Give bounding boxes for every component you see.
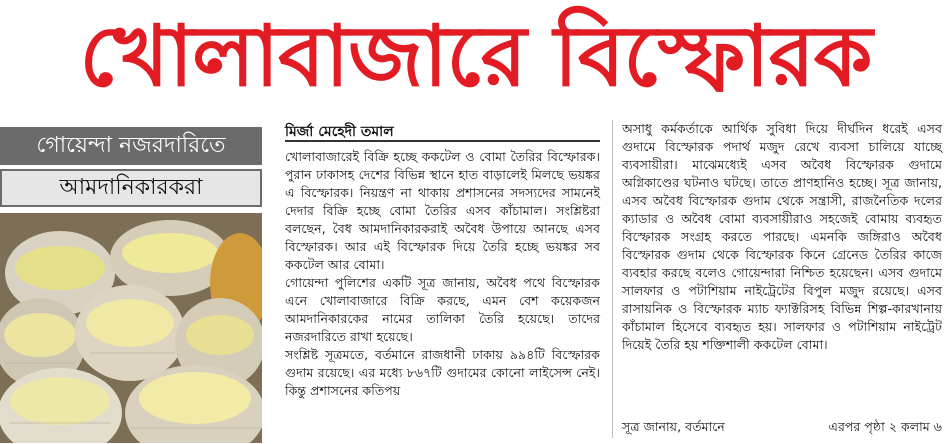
column-divider [612, 120, 613, 438]
headline: খোলাবাজারে বিস্ফোরক [79, 7, 872, 105]
byline: মির্জা মেহেদী তমাল [285, 124, 394, 140]
sidebar-column [0, 118, 270, 444]
article-column-1: খোলাবাজারেই বিক্রি হচ্ছে ককটেল ও বোমা তৈরির বিস্ফোরক। পুরান ঢাকাসহ দেশের বিভিন্ন স্থানে হাত বাড়ালেই মিলছে ভয়ঙ্কর এ বিস্ফোরক। নিয়ন্ত্রণ না থাকায় প্রশাসনের সদস্যদের সামনেই দেদার বিক্রি হচ্ছে বোমা তৈরির এসব কাঁচামাল। সংশ্লিষ্টরা বলছেন, বৈধ আমদানিকারকরাই অবৈধ উপায়ে আনছে এসব বিস্ফোরক। আর এই বিস্ফোরক দিয়ে তৈরি হচ্ছে ভয়ঙ্কর সব ককটেল আর বোমা। গোয়েন্দা পুলিশের একটি সূত্র জানায়, অবৈধ পথে বিস্ফোরক এনে খোলাবাজারে বিক্রি করছে, এমন বেশ কয়েকজন আমদানিকারকের নামের তালিকা তৈরি হয়েছে। তাদের নজরদারিতে রাখা হয়েছে। সংশ্লিষ্ট সূত্রমতে, বর্তমানে রাজধানী ঢাকায় ৯৯৪টি বিস্ফোরক গুদাম রয়েছে। এর মধ্যে ৮৬৭টি গুদামের কোনো লাইসেন্স নেই। কিন্তু প্রশাসনের কতিপয় [285, 149, 600, 398]
strap-line-2: আমদানিকারকরা [0, 169, 262, 207]
article-column-2: অসাধু কর্মকর্তাকে আর্থিক সুবিধা দিয়ে দীর্ঘদিন ধরেই এসব গুদামে বিস্ফোরক পদার্থ মজুদ রেখে ব্যবসা চালিয়ে যাচ্ছে ব্যবসায়ীরা। মাঝেমধ্যেই এসব অবৈধ বিস্ফোরক গুদামে অগ্নিকাণ্ডের ঘটনাও ঘটছে। তাতে প্রাণহানিও হচ্ছে। সূত্র জানায়, এসব অবৈধ বিস্ফোরক গুদাম থেকে সন্ত্রাসী, রাজনৈতিক দলের ক্যাডার ও অবৈধ বোমা ব্যবসায়ীরাও সহজেই বোমায় ব্যবহৃত বিস্ফোরক সংগ্রহ করতে পারছে। এমনকি জঙ্গিরাও অবৈধ বিস্ফোরক গুদাম থেকে বিস্ফোরক কিনে গ্রেনেড তৈরির কাজে ব্যবহার করছে বলেও গোয়েন্দারা নিশ্চিত হয়েছেন। এসব গুদামে সালফার ও পটাশিয়াম নাইট্রেটের বিপুল মজুদ রয়েছে। এসব রাসায়নিক ও বিস্ফোরক ম্যাচ ফ্যাক্টরিসহ বিভিন্ন শিল্প-কারখানায় কাঁচামাল হিসেবে ব্যবহৃত হয়। সালফার ও পটাশিয়াম নাইট্রেট দিয়েই তৈরি হয় শক্তিশালী ককটেল বোমা। [622, 121, 942, 352]
sacks-illustration [0, 213, 262, 443]
article-footer [622, 419, 942, 439]
footer-continuation-text: সূত্র জানায়, বর্তমানে [622, 419, 725, 434]
byline-box [285, 120, 600, 142]
footer-jump-line: এরপর পৃষ্ঠা ২ কলাম ৬ [828, 419, 942, 434]
sacks-photo [0, 213, 262, 443]
strap-line-1: গোয়েন্দা নজরদারিতে [0, 127, 262, 165]
